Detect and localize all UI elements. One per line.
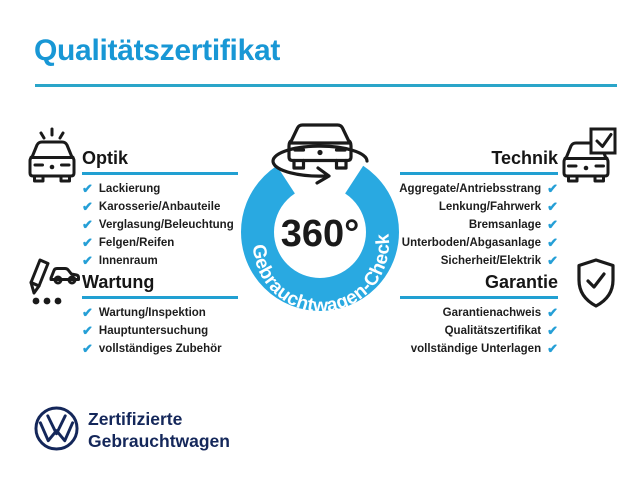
page-title: Qualitätszertifikat [34, 34, 281, 67]
check-icon: ✔ [82, 340, 93, 356]
list-item [82, 180, 238, 198]
list-item-label: vollständige Unterlagen [410, 342, 542, 355]
section-rule-wartung [82, 296, 238, 299]
list-item [400, 340, 558, 358]
check-icon: ✔ [547, 180, 558, 196]
section-title-technik: Technik [491, 148, 558, 168]
list-item [82, 322, 238, 340]
checklist-technik [400, 180, 558, 270]
check-icon: ✔ [82, 216, 93, 232]
list-item-label: Garantienachweis [442, 306, 542, 319]
checklist-garantie [400, 304, 558, 358]
check-icon: ✔ [82, 234, 93, 250]
check-icon: ✔ [547, 340, 558, 356]
list-item [400, 304, 558, 322]
title-rule [35, 84, 617, 87]
list-item [400, 322, 558, 340]
check-icon: ✔ [547, 252, 558, 268]
section-garantie [400, 271, 558, 358]
check-icon: ✔ [82, 304, 93, 320]
check-icon: ✔ [82, 198, 93, 214]
list-item-label: Aggregate/Antriebsstrang [399, 182, 542, 195]
section-rule-technik [400, 172, 558, 175]
list-item-label: Hauptuntersuchung [98, 324, 209, 337]
list-item [400, 180, 558, 198]
list-item-label: Lenkung/Fahrwerk [438, 200, 542, 213]
list-item-label: Sicherheit/Elektrik [440, 254, 542, 267]
section-rule-optik [82, 172, 238, 175]
footer-claim [88, 409, 230, 452]
list-item-label: Verglasung/Beleuchtung [98, 218, 234, 231]
360-badge [225, 115, 415, 315]
vw-logo [33, 405, 80, 452]
car-checkbox-icon [562, 127, 618, 185]
footer-claim-line1: Zertifizierte [88, 409, 183, 429]
section-optik [82, 147, 238, 270]
check-icon: ✔ [82, 252, 93, 268]
check-icon: ✔ [547, 216, 558, 232]
list-item-label: Lackierung [98, 182, 161, 195]
check-icon: ✔ [547, 322, 558, 338]
list-item [400, 216, 558, 234]
list-item-label: Karosserie/Anbauteile [98, 200, 221, 213]
section-wartung [82, 271, 238, 358]
section-title-garantie: Garantie [484, 272, 558, 292]
list-item [82, 340, 238, 358]
list-item [82, 304, 238, 322]
list-item-label: vollständiges Zubehör [98, 342, 222, 355]
checklist-wartung [82, 304, 238, 358]
check-icon: ✔ [82, 322, 93, 338]
list-item [82, 216, 238, 234]
shield-check-icon [571, 257, 621, 313]
section-technik [400, 147, 558, 270]
list-item [82, 252, 238, 270]
footer-claim-line2: Gebrauchtwagen [88, 430, 230, 451]
list-item [400, 234, 558, 252]
section-title-optik: Optik [82, 148, 129, 168]
list-item-label: Qualitätszertifikat [444, 324, 542, 337]
pen-car-icon [23, 256, 81, 312]
list-item [400, 198, 558, 216]
section-title-wartung: Wartung [82, 272, 155, 292]
list-item [82, 198, 238, 216]
list-item-label: Unterboden/Abgasanlage [401, 236, 542, 249]
section-rule-garantie [400, 296, 558, 299]
list-item-label: Innenraum [98, 254, 158, 267]
list-item [82, 234, 238, 252]
car-shine-icon [26, 124, 78, 184]
list-item-label: Wartung/Inspektion [98, 306, 206, 319]
list-item-label: Felgen/Reifen [98, 236, 175, 249]
check-icon: ✔ [82, 180, 93, 196]
list-item [400, 252, 558, 270]
badge-ring-label: Gebrauchtwagen-Check [247, 233, 395, 315]
checklist-optik [82, 180, 238, 270]
check-icon: ✔ [547, 304, 558, 320]
list-item-label: Bremsanlage [468, 218, 542, 231]
badge-value: 360° [280, 213, 360, 255]
check-icon: ✔ [547, 198, 558, 214]
check-icon: ✔ [547, 234, 558, 250]
